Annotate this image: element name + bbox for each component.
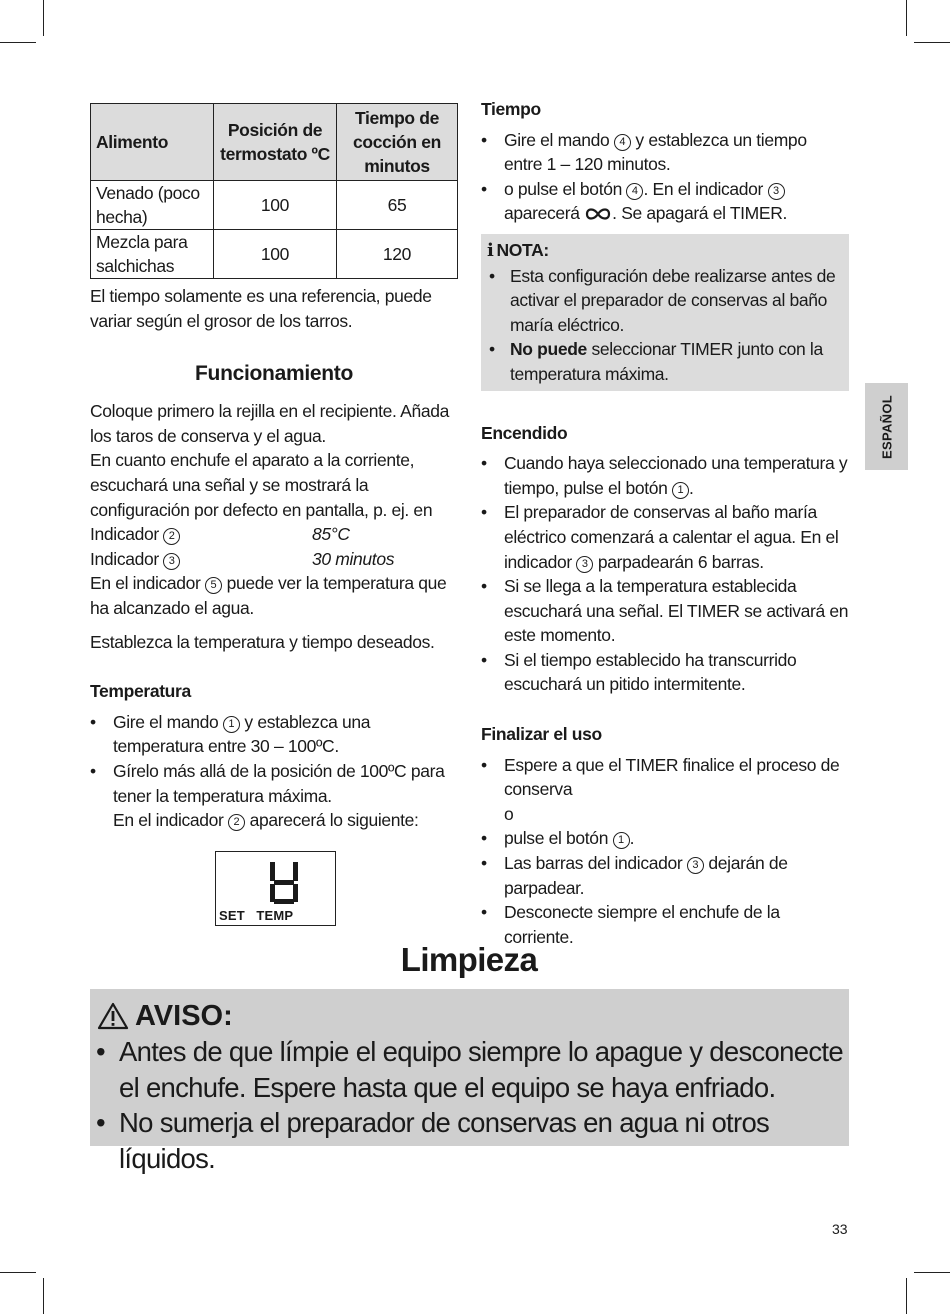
list-item: • Antes de que límpie el equipo siempre lo apague y desconecte el enchufe. Espere hasta que el equipo se haya enfriado. (96, 1034, 848, 1105)
nota-heading: i NOTA: (487, 238, 839, 264)
circled-number: 1 (223, 716, 240, 733)
table-note: El tiempo solamente es una referencia, puede variar según el grosor de los tarros. (90, 286, 432, 331)
list-item: • No puede seleccionar TIMER junto con la temperatura máxima. (487, 337, 839, 386)
list-item: • Gire el mando 1 y establezca una temperatura entre 30 – 100ºC. (90, 710, 458, 759)
paragraph: En cuanto enchufe el aparato a la corriente, escuchará una señal y se mostrará la configuración por defecto en pantalla, p. ej. en (90, 450, 433, 520)
circled-number: 2 (228, 814, 245, 831)
infinity-icon (584, 207, 612, 221)
right-column (481, 97, 849, 949)
paragraph: En el indicador 5 puede ver la temperatura que ha alcanzado el agua. (90, 573, 447, 618)
section-heading-finalizar: Finalizar el uso (481, 724, 602, 745)
circled-number: 4 (626, 183, 643, 200)
crop-mark (906, 0, 907, 36)
finalizar-list (481, 753, 849, 950)
section-heading-temperatura: Temperatura (90, 681, 191, 702)
aviso-heading: AVISO: (97, 999, 233, 1033)
circled-number: 3 (687, 857, 704, 874)
section-heading-encendido: Encendido (481, 422, 568, 443)
list-item: • Las barras del indicador 3 dejarán de parpadear. (481, 851, 849, 900)
circled-number: 1 (613, 832, 630, 849)
table-header: Alimento (91, 104, 214, 181)
display-label: SET TEMP (219, 907, 294, 923)
circled-number: 3 (163, 553, 180, 570)
indicator-line (90, 547, 458, 572)
table-row (91, 230, 458, 279)
table-cell: 120 (337, 230, 458, 279)
circled-number: 4 (614, 134, 631, 151)
indicator-value: 85°C (312, 524, 350, 545)
table-row (91, 181, 458, 230)
table-cell: Mezcla para salchichas (91, 230, 214, 279)
indicator-line (90, 522, 458, 547)
list-item: • El preparador de conservas al baño maría eléctrico comenzará a calentar el agua. En el indicador 3 parpadearán 6 barras. (481, 500, 849, 574)
tiempo-list (481, 128, 849, 226)
temperatura-list (90, 710, 458, 833)
list-item: • Gire el mando 4 y establezca un tiempo entre 1 – 120 minutos. (481, 128, 849, 177)
table-cell: 65 (337, 181, 458, 230)
nota-list (487, 264, 839, 387)
table-header: Posición de termostato ºC (214, 104, 337, 181)
table-cell: 100 (214, 230, 337, 279)
list-item: • Esta configuración debe realizarse antes de activar el preparador de conservas al baño maría eléctrico. (487, 264, 839, 338)
crop-mark (906, 1278, 907, 1314)
seven-segment-digit (268, 860, 300, 904)
aviso-box (90, 989, 849, 1174)
left-column (90, 103, 458, 926)
crop-mark (43, 0, 44, 36)
nota-box (481, 234, 849, 391)
circled-number: 3 (576, 556, 593, 573)
paragraph: Coloque primero la rejilla en el recipiente. Añada los taros de conserva y el agua. (90, 401, 449, 446)
section-heading-limpieza: Limpieza (400, 941, 538, 978)
crop-mark (914, 42, 950, 43)
page-number: 33 (832, 1221, 848, 1237)
list-item: • Cuando haya seleccionado una temperatura y tiempo, pulse el botón 1 . (481, 451, 849, 500)
lcd-display (215, 851, 336, 926)
indicator-value: 30 minutos (312, 548, 395, 569)
list-item: • pulse el botón 1 . (481, 826, 849, 851)
list-item: • Espere a que el TIMER finalice el proceso de conserva o (481, 753, 849, 827)
crop-mark (914, 1272, 950, 1273)
language-tab: ESPAÑOL (865, 383, 908, 470)
circled-number: 2 (163, 528, 180, 545)
warning-icon (97, 1002, 129, 1030)
encendido-list (481, 451, 849, 697)
aviso-list (96, 1034, 848, 1176)
section-heading-funcionamiento: Funcionamiento (195, 362, 353, 386)
list-item: • Si se llega a la temperatura establecida escuchará una señal. El TIMER se activará en este momento. (481, 574, 849, 648)
indicator-label: Indicador (90, 524, 159, 545)
table-header-row (91, 104, 458, 181)
table-cell: Venado (poco hecha) (91, 181, 214, 230)
list-item: • Gírelo más allá de la posición de 100ºC para tener la temperatura máxima. En el indicador 2 aparecerá lo siguiente: (90, 759, 458, 833)
circled-number: 1 (672, 482, 689, 499)
indicator-label: Indicador (90, 548, 159, 569)
section-heading-tiempo: Tiempo (481, 99, 541, 119)
list-item: • Desconecte siempre el enchufe de la corriente. (481, 900, 849, 949)
list-item: • o pulse el botón 4 . En el indicador 3 aparecerá . Se apagará el TIMER. (481, 177, 849, 226)
table-cell: 100 (214, 181, 337, 230)
list-item: • No sumerja el preparador de conservas en agua ni otros líquidos. (96, 1105, 848, 1176)
crop-mark (0, 1272, 36, 1273)
circled-number: 5 (205, 577, 222, 594)
circled-number: 3 (768, 183, 785, 200)
crop-mark (0, 42, 36, 43)
list-item: • Si el tiempo establecido ha transcurrido escuchará un pitido intermitente. (481, 648, 849, 697)
cooking-table (90, 103, 458, 279)
table-header: Tiempo de cocción en minutos (337, 104, 458, 181)
info-icon: i (487, 239, 494, 261)
paragraph: Establezca la temperatura y tiempo deseados. (90, 631, 435, 652)
crop-mark (43, 1278, 44, 1314)
